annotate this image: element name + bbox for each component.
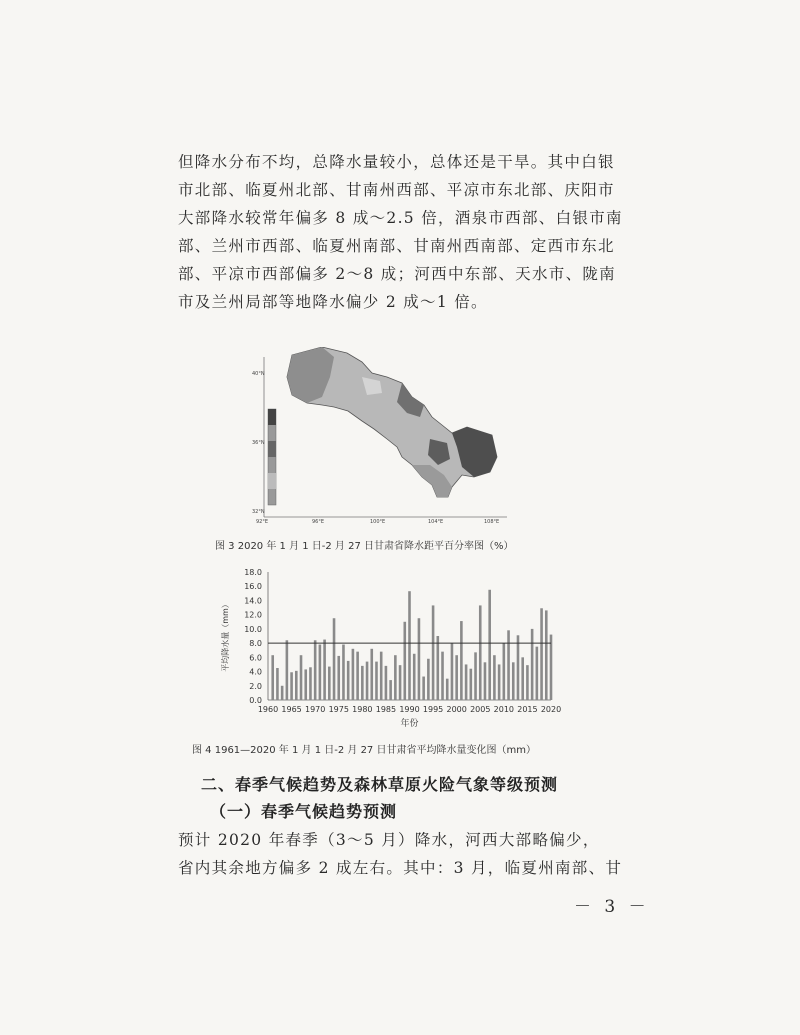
- bar: [437, 636, 440, 700]
- bar: [375, 662, 378, 700]
- y-tick-label: 0.0: [249, 696, 262, 705]
- paragraph-1: [178, 148, 623, 316]
- bar: [276, 668, 279, 700]
- x-axis-label: 年份: [400, 719, 419, 729]
- bar: [550, 635, 553, 700]
- bar: [451, 643, 454, 700]
- bar: [370, 649, 373, 700]
- bar: [432, 605, 435, 700]
- bar: [507, 630, 510, 700]
- text-line: 预计 2020 年春季（3～5 月）降水，河西大部略偏少，: [178, 831, 600, 849]
- lat-label-32: 32°N: [252, 509, 265, 515]
- x-tick-label: 1960: [257, 705, 279, 714]
- bar: [545, 610, 548, 700]
- lon-label-92: 92°E: [256, 519, 269, 525]
- text-line: 但降水分布不均，总降水量较小，总体还是干旱。其中白银: [178, 153, 615, 171]
- text-line: 市及兰州局部等地降水偏少 2 成～1 倍。: [178, 293, 488, 311]
- bar: [286, 640, 289, 700]
- text-line: 大部降水较常年偏多 8 成～2.5 倍，酒泉市西部、白银市南: [178, 209, 623, 227]
- bar: [474, 652, 477, 700]
- bar: [403, 622, 406, 700]
- lon-label-100: 100°E: [370, 519, 386, 525]
- y-tick-label: 4.0: [249, 667, 262, 677]
- x-tick-label: 1990: [399, 705, 420, 714]
- bar: [366, 662, 369, 700]
- x-tick-label: 2005: [470, 705, 491, 714]
- bar: [323, 640, 326, 700]
- bar: [531, 629, 534, 700]
- x-tick-label: 1975: [328, 705, 349, 714]
- bar: [413, 654, 416, 700]
- bar: [493, 655, 496, 700]
- bar: [394, 655, 397, 700]
- bar: [399, 665, 402, 700]
- x-tick-label: 2000: [446, 705, 467, 714]
- bar: [526, 665, 529, 700]
- text-line: 市北部、临夏州北部、甘南州西部、平凉市东北部、庆阳市: [178, 181, 615, 199]
- bar: [441, 652, 444, 700]
- section-heading: 二、春季气候趋势及森林草原火险气象等级预测: [201, 775, 559, 794]
- x-tick-label: 2010: [493, 705, 515, 714]
- bar: [427, 659, 430, 700]
- x-tick-label: 1985: [375, 705, 397, 714]
- lat-label-40: 40°N: [252, 371, 265, 377]
- figure-4-caption: 图 4 1961—2020 年 1 月 1 日-2 月 27 日甘肃省平均降水量变化图（mm）: [192, 745, 536, 756]
- bar: [446, 679, 449, 700]
- bar: [314, 640, 317, 700]
- figure-3-map: [252, 347, 512, 525]
- text-line: 部、平凉市西部偏多 2～8 成；河西中东部、天水市、陇南: [178, 265, 616, 283]
- x-tick-label: 2020: [540, 705, 562, 714]
- bar: [352, 649, 355, 700]
- bar: [271, 655, 274, 700]
- bar: [347, 661, 350, 700]
- y-axis-label: 平均降水量（mm）: [221, 600, 230, 672]
- bar: [304, 669, 307, 700]
- bar: [319, 645, 322, 700]
- bar: [328, 667, 331, 700]
- figure-3-caption: 图 3 2020 年 1 月 1 日-2 月 27 日甘肃省降水距平百分率图（%）: [215, 541, 514, 552]
- paragraph-2: [178, 826, 623, 882]
- page-number: － 3 －: [574, 897, 650, 917]
- bar: [337, 656, 340, 700]
- bar: [309, 667, 312, 700]
- bar: [281, 686, 284, 700]
- bar: [333, 618, 336, 700]
- bar: [385, 666, 388, 700]
- x-tick-label: 1965: [281, 705, 302, 714]
- bar: [422, 677, 425, 700]
- y-tick-label: 18.0: [244, 568, 262, 577]
- bar: [521, 657, 524, 700]
- text-line: 省内其余地方偏多 2 成左右。其中：3 月，临夏州南部、甘: [178, 859, 623, 877]
- bar: [479, 605, 482, 700]
- bar: [465, 664, 468, 700]
- y-tick-label: 6.0: [249, 653, 262, 663]
- x-tick-label: 1970: [304, 705, 326, 714]
- bar: [290, 672, 293, 700]
- bar: [418, 618, 421, 700]
- y-tick-label: 14.0: [244, 596, 262, 606]
- y-tick-label: 8.0: [249, 639, 262, 649]
- section-subheading: （一）春季气候趋势预测: [210, 802, 398, 821]
- bar: [540, 608, 543, 700]
- bar: [408, 591, 411, 700]
- lon-label-96: 96°E: [312, 519, 325, 525]
- figure-4-chart: [196, 560, 566, 738]
- bar: [389, 680, 392, 700]
- bar: [455, 655, 458, 700]
- bar: [356, 652, 359, 700]
- bar: [380, 652, 383, 700]
- bar: [300, 655, 303, 700]
- bar: [460, 621, 463, 700]
- bar: [470, 669, 473, 700]
- bar: [295, 671, 298, 700]
- lon-label-104: 104°E: [428, 519, 444, 525]
- x-tick-label: 2015: [517, 705, 538, 714]
- y-tick-label: 12.0: [244, 610, 262, 620]
- x-tick-label: 1980: [352, 705, 373, 714]
- bar: [498, 664, 501, 700]
- bar: [484, 662, 487, 700]
- bar: [488, 590, 491, 700]
- bar: [503, 643, 506, 700]
- y-tick-label: 16.0: [244, 582, 262, 592]
- x-tick-label: 1995: [422, 705, 444, 714]
- y-tick-label: 10.0: [244, 624, 262, 634]
- y-tick-label: 2.0: [249, 681, 262, 691]
- bar: [342, 645, 345, 700]
- bar: [361, 666, 364, 700]
- bar: [517, 635, 520, 700]
- lon-label-108: 108°E: [484, 519, 500, 525]
- bar: [536, 647, 539, 700]
- lat-label-36: 36°N: [252, 440, 265, 446]
- text-line: 部、兰州市西部、临夏州南部、甘南州西南部、定西市东北: [178, 237, 615, 255]
- bar: [512, 662, 515, 700]
